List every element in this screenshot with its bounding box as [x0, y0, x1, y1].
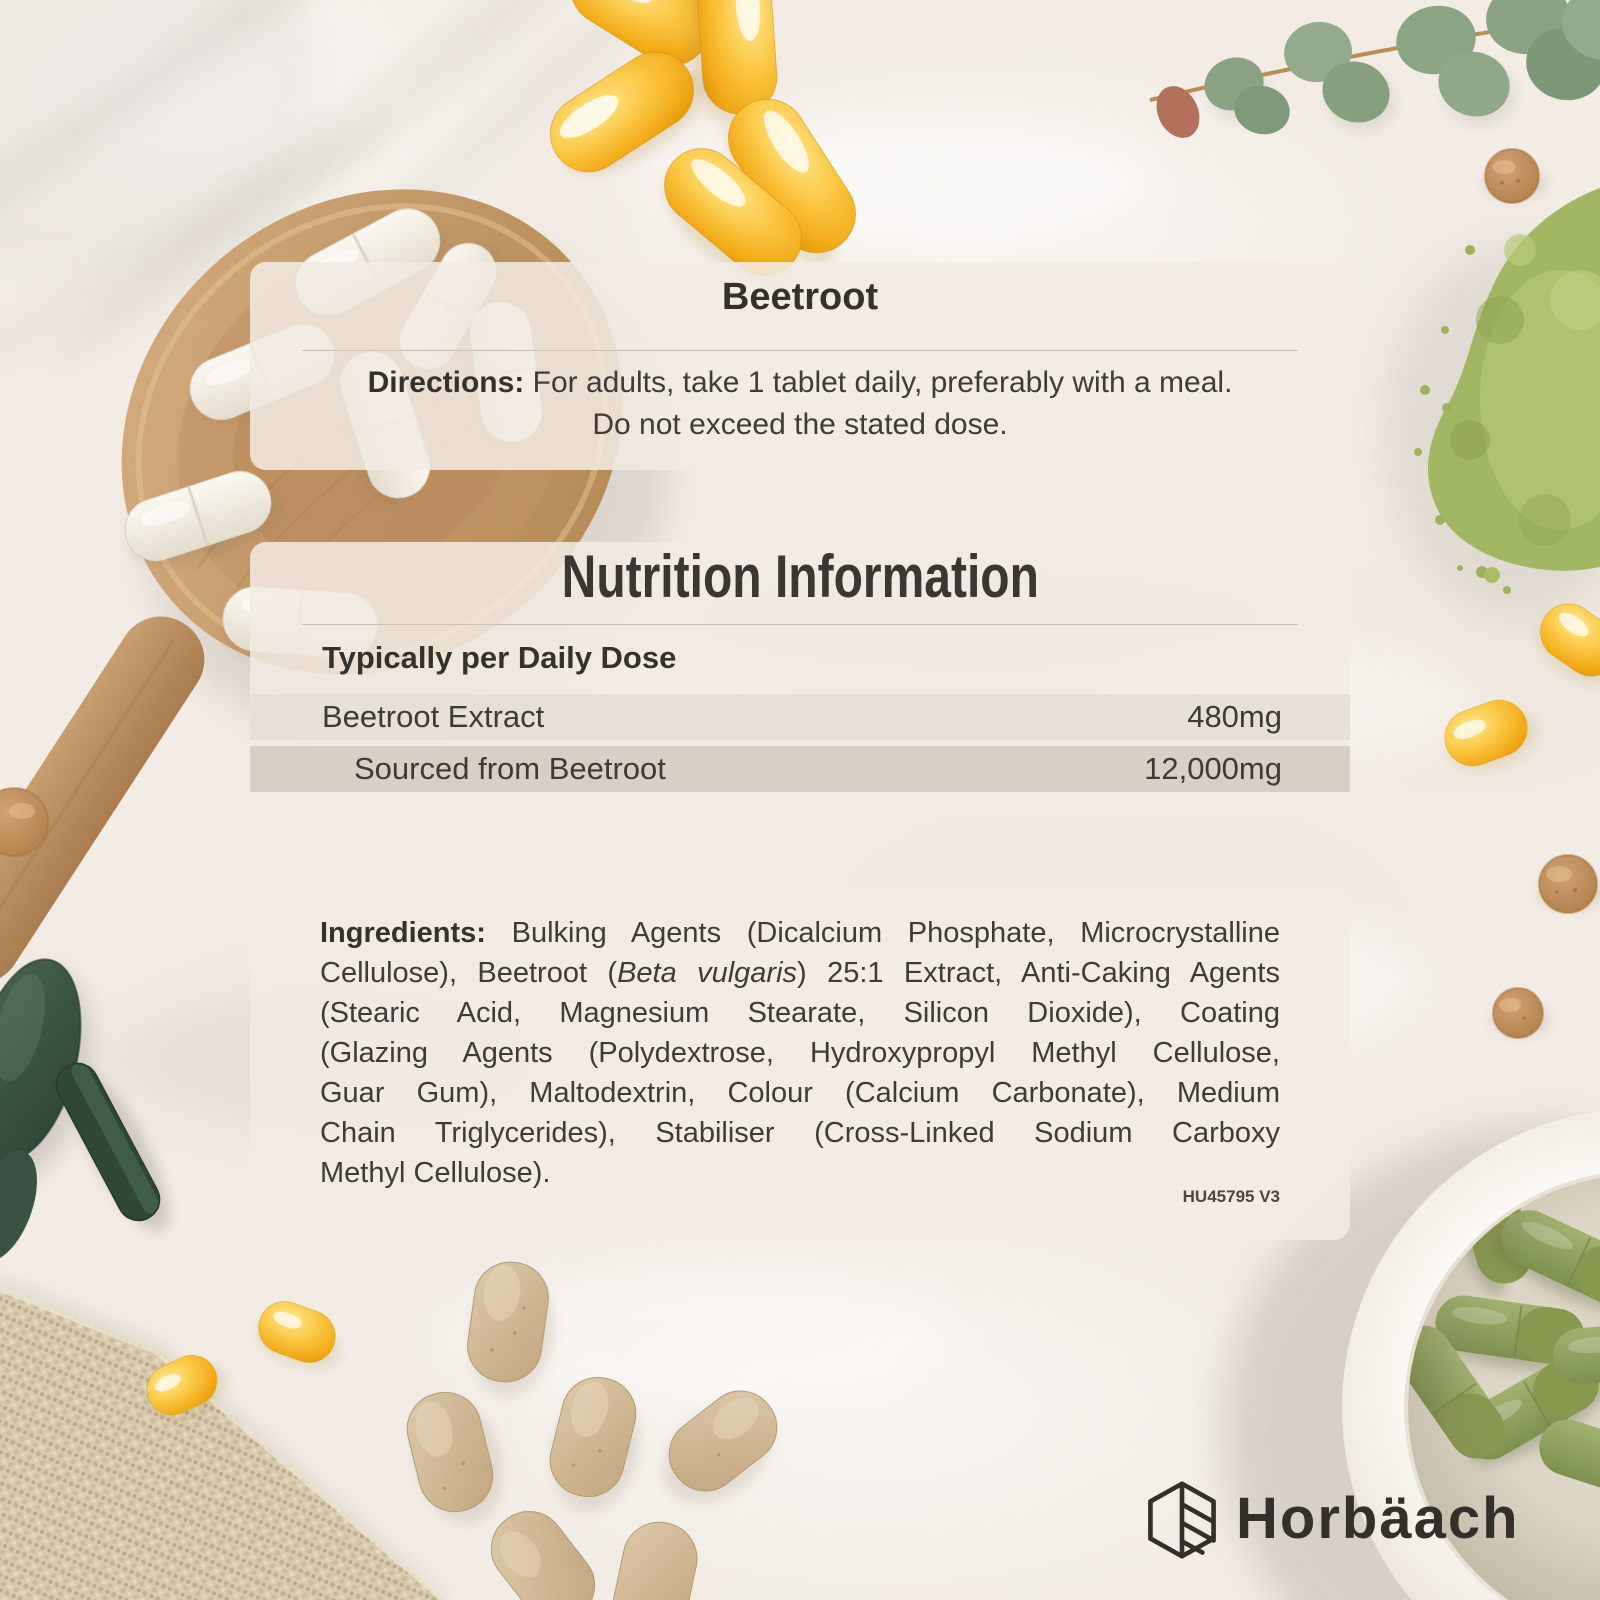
directions-panel: [250, 262, 1350, 470]
nutrition-panel: [250, 542, 1350, 814]
ingredients-text: [320, 913, 1280, 1193]
ingredients-line: Methyl Cellulose).: [320, 1157, 551, 1189]
nutrient-value: 12,000mg: [1144, 751, 1282, 786]
ingredients-line: (Glazing Agents (Polydextrose, Hydroxypropyl Methyl Cellulose,: [320, 1037, 1280, 1069]
ingredients-line: Guar Gum), Maltodextrin, Colour (Calcium Carbonate), Medium: [320, 1077, 1280, 1109]
directions-label: Directions:: [367, 366, 525, 399]
nutrition-row: [250, 694, 1350, 740]
horbaach-hexagon-leaf-icon: [1146, 1481, 1218, 1559]
ingredients-line: (Stearic Acid, Magnesium Stearate, Silicon Dioxide), Coating: [320, 997, 1280, 1029]
directions-text: [290, 362, 1310, 446]
dark-green-tablets: [0, 948, 187, 1270]
nutrition-table: [250, 694, 1350, 798]
ingredients-line: Cellulose), Beetroot (Beta vulgaris) 25:1 Extract, Anti-Caking Agents: [320, 957, 1280, 989]
divider: [302, 624, 1298, 625]
nutrient-label: Sourced from Beetroot: [354, 751, 666, 786]
ingredients-panel: [250, 887, 1350, 1240]
eucalyptus-sprig: [1148, 0, 1600, 145]
brand-logo: [1146, 1478, 1520, 1562]
nutrient-value: 480mg: [1187, 699, 1282, 734]
ingredients-line: Ingredients: Bulking Agents (Dicalcium Phosphate, Microcrystalline: [320, 917, 1281, 949]
divider: [302, 350, 1298, 351]
product-title: Beetroot: [721, 276, 879, 318]
green-powder-pile: [1380, 188, 1600, 620]
burlap-fabric: [0, 1279, 450, 1600]
directions-line-2: Do not exceed the stated dose.: [592, 408, 1008, 441]
nutrition-row: [250, 746, 1350, 792]
nutrition-heading: Nutrition Information: [561, 543, 1039, 610]
brand-wordmark: Horbäach: [1236, 1485, 1520, 1551]
batch-code: HU45795 V3: [1182, 1187, 1280, 1206]
nutrition-subheading: Typically per Daily Dose: [322, 640, 677, 675]
ingredients-line: Chain Triglycerides), Stabiliser (Cross-Linked Sodium Carboxy: [320, 1117, 1280, 1149]
nutrient-label: Beetroot Extract: [322, 699, 545, 734]
directions-line-1: Directions: For adults, take 1 tablet daily, preferably with a meal.: [367, 366, 1233, 399]
